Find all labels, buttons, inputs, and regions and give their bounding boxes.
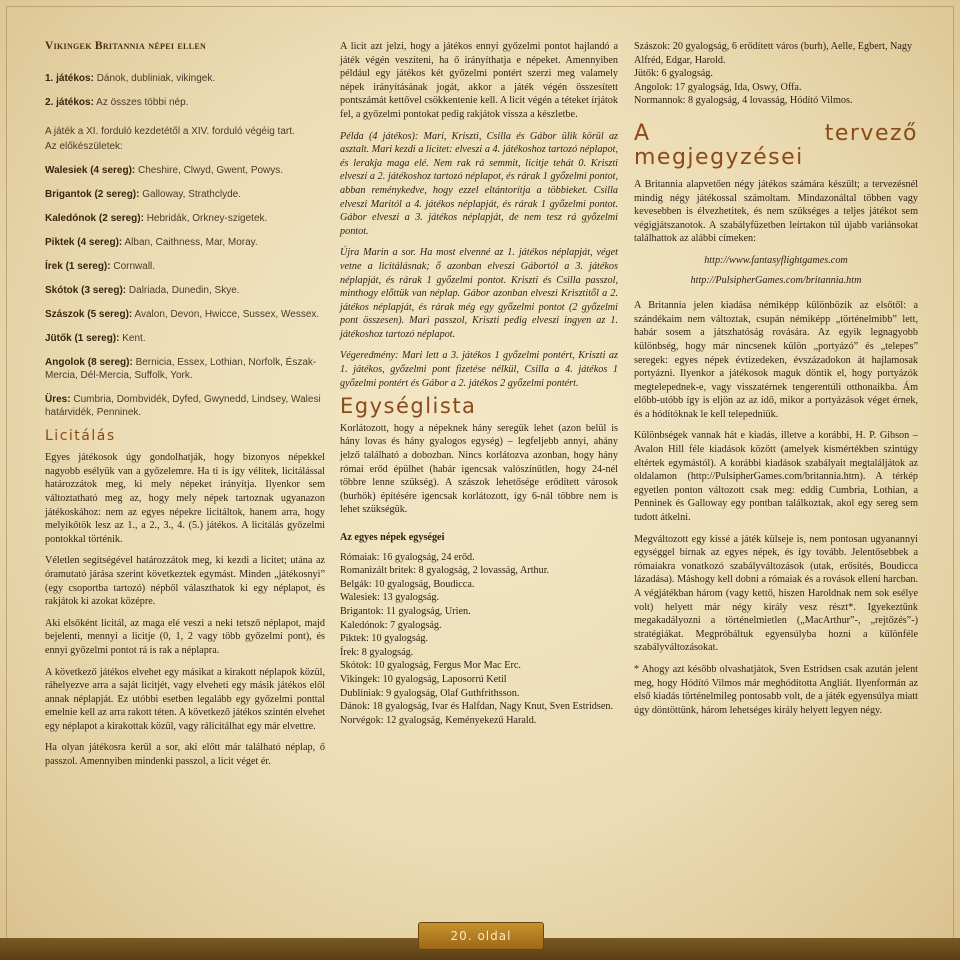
- paragraph: Aki elsőként licitál, az maga elé veszi a neki tetsző néplapot, majd bejelenti, mennyi a licitje (0, 1, 2 vagy több győzelmi pont), és ennyi győzelmi pontot rá is rak a néplapra.: [45, 617, 325, 656]
- player-2-label: 2. játékos:: [45, 96, 94, 108]
- unit-kaledonok: [45, 212, 325, 225]
- unit-label: Írek (1 sereg):: [45, 260, 111, 272]
- unit-label: Jütők (1 sereg):: [45, 332, 120, 344]
- unit-line: Dubliniak: 9 gyalogság, Olaf Guthfrithsson.: [340, 687, 520, 699]
- unit-skotok: [45, 284, 325, 297]
- player-2: [45, 96, 325, 109]
- player-2-text: Az összes többi nép.: [93, 96, 189, 108]
- unit-line: Skótok: 10 gyalogság, Fergus Mor Mac Erc.: [340, 660, 521, 672]
- unit-label: Piktek (4 sereg):: [45, 236, 123, 248]
- unit-text: Galloway, Strathclyde.: [139, 188, 241, 200]
- unit-label: Brigantok (2 sereg):: [45, 188, 140, 200]
- paragraph: A Britannia jelen kiadása némiképp különbözik az elsőtől: a szándékaim nem változtak, csupán némiképp „történelmibb” lett, habár sosem a játszhatóság rovására. Az egyik legnagyobb különbség, hogy már nincsenek külön „portyázó” és „telepes” seregek: egyes népek évtizedeken, évszázadokon át hajlamosak portyázni. Ilyenkor a játékosok maguk döntik el, hogy portyázók megtelepednek-e, vagy visszatérnek tengerentúli otthonaikba. Ám előbb-utóbb így is eljön az az idő, mikor a portyázások véget érnek, és a hódítóknak le kell telepedniük.: [634, 300, 918, 420]
- player-1: [45, 72, 325, 85]
- player-1-label: 1. játékos:: [45, 72, 94, 84]
- paragraph: Megváltozott egy kissé a játék külseje is, nem pontosan ugyanannyi egységgel bírnak az egyes népek, és így tovább. Jelentősebbek a rómaiakra vonatkozó szabályváltozások (utak, erősítés, Boudicca lázadása). Máshogy kell dobni a rómaiak és a rovások ellení harcban. A végjátékban három (vagy kettő, hiszen Haroldnak nem sok esélye volt) helyett már négy király vesz részt*. Igyekeztünk megakadályozni a történelmietlen („MacArthur”-, „rejtőzés”-) stratégiákat. Megpróbáltuk egyensúlyba hozni a különféle szabályváltozásokat.: [634, 533, 918, 654]
- unit-text: Hebridák, Orkney-szigetek.: [143, 212, 268, 224]
- unit-line: Walesiek: 13 gyalogság.: [340, 592, 440, 604]
- unit-label: Kaledónok (2 sereg):: [45, 212, 144, 224]
- paragraph: Különbségek vannak hát e kiadás, illetve a korábbi, H. P. Gibson – Avalon Hill féle kiadások között (amelyek kismértékben szintúgy eltértek egymástól). A korábbi kiadások szabályait megtaláljátok az oldalamon (http://PulsipherGames.com/britannia.htm). A térkép egyetlen ponton változott csak meg: eddig Cumbria, Lothian, a Penninek és Galloway egy pontban találkoztak, akol egy sereg sem tudott átkelni.: [634, 430, 918, 524]
- unit-line: Piktek: 10 gyalogság.: [340, 633, 429, 645]
- paragraph: A következő játékos elvehet egy másikat a kirakott néplapok közül, ráhelyezve arra a saját licitjét, vagy elveheti egy másik játékos elől annak néplapját. Ez utóbbi esetben legalább egy győzelmi ponttal emelnie kell az arra rakott téten. A következő játékos szintén elvehet egy néplapot a kirakottak közül, vagy rálicitálhat egy már elvettre.: [45, 666, 325, 732]
- subheading: Az egyes népek egységei: [340, 532, 445, 543]
- unit-line: Jütők: 6 gyalogság.: [634, 68, 713, 80]
- unit-label: Szászok (5 sereg):: [45, 308, 133, 320]
- unit-line: Vikingek: 10 gyalogság, Laposorrú Ketil: [340, 673, 507, 685]
- section-title: Vikingek Britannia népei ellen: [45, 40, 207, 52]
- unit-line: Írek: 8 gyalogság.: [340, 646, 414, 658]
- example-result: Végeredmény: Mari lett a 3. játékos 1 győzelmi pontért, Kriszti az 1. játékos, győzelmi pont fizetése nélkül, Csilla a 4. játékos 1 győzelmi pontért és Gábor a 2. játékos 2 győzelmi pontért.: [340, 350, 618, 389]
- unit-line: Romanizált britek: 8 gyalogság, 2 lovasság, Arthur.: [340, 565, 550, 577]
- paragraph: A Britannia alapvetően négy játékos számára készült; a tervezésnél mindig négy játékossal számoltam. Mindazonáltal többen vagy kevesebben is élvezhetitek, és nem szükséges a teljes játékot sem végigjátszanotok. A szabályfüzetben leírtakon túl újabb variánsokat találhattok az alábbi címeken:: [634, 178, 918, 245]
- unit-szaszok: [45, 308, 325, 321]
- unit-angolok: [45, 356, 325, 382]
- example-paragraph: Újra Marin a sor. Ha most elvenné az 1. játékos néplapját, véget vetne a licitálásnak; ő azonban elveszi Gábortól a 3. játékos néplapját, és rárak 1 győzelmi pontot. Kriszti és Csilla passzol, minthogy előttük van néplap. Gábor azonban elveszi Krisztitől a 2. játékos néplapját, és rárak még egy győzelmi pontot (2 győzelmi pont összesen). Mari passzol, Kriszti pedig elveszi ingyen az 1. játékoshoz tartozó néplapot.: [340, 247, 618, 340]
- unit-line: Szászok: 20 gyalogság, 6 erődített város (burh), Aelle, Egbert, Nagy Alfréd, Edgar, Harold.: [634, 41, 913, 66]
- unit-label: Angolok (8 sereg):: [45, 356, 133, 368]
- heading-tervezo: A tervező megjegyzései: [634, 120, 918, 170]
- unit-text: Avalon, Devon, Hwicce, Sussex, Wessex.: [132, 308, 320, 320]
- unit-ures: [45, 393, 325, 419]
- unit-text: Dalriada, Dunedin, Skye.: [126, 284, 240, 296]
- heading-licitalas: Licitálás: [45, 427, 116, 444]
- page-number: 20. oldal: [418, 922, 544, 950]
- column-1: [45, 40, 325, 777]
- unit-line: Norvégok: 12 gyalogság, Keményekezű Harald.: [340, 714, 537, 726]
- unit-jutok: [45, 332, 325, 345]
- unit-line: Kaledónok: 7 gyalogság.: [340, 619, 442, 631]
- unit-piktek: [45, 236, 325, 249]
- unit-label: Walesiek (4 sereg):: [45, 164, 136, 176]
- unit-text: Bernicia, Essex, Lothian, Norfolk, Észak-Mercia, Dél-Mercia, Suffolk, York.: [45, 356, 317, 381]
- setup-line-1: A játék a XI. forduló kezdetétől a XIV. forduló végéig tart.: [45, 125, 295, 137]
- column-3: [634, 40, 918, 725]
- unit-text: Cheshire, Clwyd, Gwent, Powys.: [135, 164, 284, 176]
- unit-text: Cumbria, Dombvidék, Dyfed, Gwynedd, Lindsey, Walesi határvidék, Penninek.: [45, 393, 321, 418]
- unit-line: Normannok: 8 gyalogság, 4 lovasság, Hódító Vilmos.: [634, 95, 853, 107]
- player-1-text: Dánok, dubliniak, vikingek.: [93, 72, 216, 84]
- paragraph: A licit azt jelzi, hogy a játékos ennyi győzelmi pontot hajlandó a játék végén veszíteni, ha ő irányíthatja e népeket. Amennyiben például egy játékos két győzelmi pontért szerzi meg valamely népek irányításának jogát, akkor a játék végén összesített pontszámát kettővel csökkentenie kell. A licit végén a téteket írjátok fel, a győzelmi pontokat pedig rakjátok vissza a készletbe.: [340, 41, 618, 120]
- link-fantasyflight[interactable]: http://www.fantasyflightgames.com: [704, 254, 848, 266]
- unit-line: Brigantok: 11 gyalogság, Urien.: [340, 605, 471, 617]
- unit-walesiek: [45, 164, 325, 177]
- unit-line: Belgák: 10 gyalogság, Boudicca.: [340, 578, 475, 590]
- paragraph: Egyes játékosok úgy gondolhatják, hogy bizonyos népekkel nagyobb esélyük van a győzelemre. Ha ti is így vélitek, licitálással határozzátok meg, ki mely népeket irányítja. Ilyenkor sem változtatható meg az, hogy mely népek tartoznak ugyanazon játékoskához: nem az egyes népekre licitáltok, hanem arra, hogy melyikőtök lesz az 1., a 2., 3., 4. (5.) játékos. A licitálás győzelmi pontokkal történik.: [45, 452, 325, 545]
- paragraph: Korlátozott, hogy a népeknek hány seregük lehet (azon belül is hány lovas és hány gyalogos egység) – legfeljebb annyi, ahány jelző található a dobozban. Nincs korlátozva azonban, hogy hány római erőd épülhet (habár igencsak valószínűtlen, hogy 24-nél többre lenne szükség). A szászok lehetősége erődített városok (burhök) építésére igencsak korlátozott, így 6-nál többre nem is lehet szükségük.: [340, 422, 618, 516]
- paragraph: Véletlen segítségével határozzátok meg, ki kezdi a licitet; utána az óramutató járása szerint következtek egymást. Minden „játékosnyi” (egy csoportba tartozó) népből választhatok ki egy néplapot, és rakjátok ki azokat középre.: [45, 555, 325, 608]
- unit-text: Cornwall.: [110, 260, 156, 272]
- unit-text: Alban, Caithness, Mar, Moray.: [122, 236, 258, 248]
- unit-line: Dánok: 18 gyalogság, Ivar és Halfdan, Nagy Knut, Sven Estridsen.: [340, 701, 614, 713]
- unit-line: Rómaiak: 16 gyalogság, 24 erőd.: [340, 551, 475, 563]
- unit-text: Kent.: [119, 332, 146, 344]
- example-paragraph: Példa (4 játékos): Mari, Kriszti, Csilla és Gábor ülik körül az asztalt. Mari kezdi a licitet: elveszi a 4. játékoshoz tartozó néplapot, és lerakja maga elé. Nem rak rá semmit, licitje tehát 0. Kriszti elveszi a 2. játékoshoz tartozó néplapot, és rárak 1 győzelmi pontot, abban reménykedve, hogy ezzel eltántorítja a többieket. Csilla elveszi Maritól a 4. játékos néplapját, és rárak 1 győzelmi pontot. Gábor elveszi a 3. játékos néplapját, de nem tesz rá győzelmi pontot.: [340, 130, 618, 237]
- column-2: [340, 40, 618, 727]
- footnote: * Ahogy azt később olvashatjátok, Sven Estridsen csak azután jelent meg, hogy Hódító Vilmos már meghódította Angliát. Ilyenformán az első kiadás történelmileg pontosabb volt, de a játék egyensúlya miatt úgy döntöttünk, három lehetséges király helyett legyen négy.: [634, 663, 918, 716]
- unit-brigantok: [45, 188, 325, 201]
- unit-irek: [45, 260, 325, 273]
- link-pulsipher[interactable]: http://PulsipherGames.com/britannia.htm: [690, 274, 862, 286]
- setup-line-2: Az előkészületek:: [45, 140, 123, 152]
- paragraph: Ha olyan játékosra kerül a sor, aki előtt már található néplap, ő passzol. Amennyiben mindenki passzol, a licit véget ér.: [45, 742, 325, 768]
- unit-label: Üres:: [45, 393, 71, 405]
- unit-label: Skótok (3 sereg):: [45, 284, 127, 296]
- unit-line: Angolok: 17 gyalogság, Ida, Oswy, Offa.: [634, 81, 802, 93]
- heading-egyseglista: Egységlista: [340, 394, 477, 419]
